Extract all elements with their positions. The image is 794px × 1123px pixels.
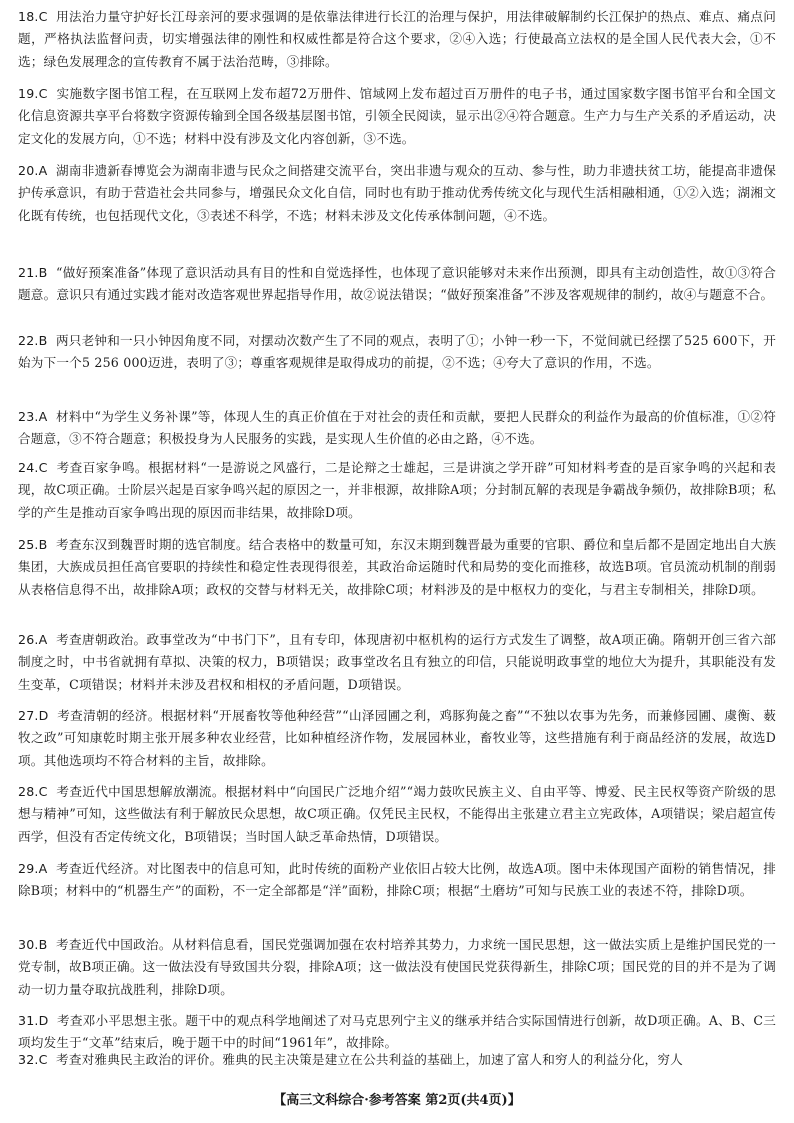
answer-29 [18, 858, 776, 903]
answer-text: 用法治力量守护好长江母亲河的要求强调的是依靠法律进行长江的治理与保护，用法律破解制约长江保护的热点、难点、痛点问题，严格执法监督问责，切实增强法律的刚性和权威性都是符合这个要求，②④入选；行使最高立法权的是全国人民代表大会，①不选；绿色发展理念的宣传教育不属于法治范畴，③排除。 [18, 9, 776, 69]
answer-text: 湖南非遗新春博览会为湖南非遗与民众之间搭建交流平台，突出非遗与观众的互动、参与性，助力非遗扶贫工坊，能提高非遗保护传承意识，有助于营造社会共同参与，增强民众文化自信，同时也有助于推动优秀传统文化与现代生活相融相通，①②入选；湖湘文化既有传统，也包括现代文化，③表述不科学，不选；材料未涉及文化传承体制问题，④不选。 [18, 163, 776, 223]
answer-number: 24.C [18, 460, 48, 475]
answer-27 [18, 705, 776, 772]
answer-22 [18, 330, 776, 375]
answer-text: 考查东汉到魏晋时期的选官制度。结合表格中的数量可知，东汉末期到魏晋最为重要的官职、爵位和皇后都不是固定地出自大族集团，大族成员担任高官要职的持续性和稳定性表现得很差，其政治命运随时代和局势的变化而推移，故选B项。官员流动机制的削弱从表格信息得不出，故排除A项；政权的交替与材料无关，故排除C项；材料涉及的是中枢权力的变化，与君主专制相关，排除D项。 [18, 537, 776, 597]
answer-number: 26.A [18, 632, 48, 647]
answer-30 [18, 934, 776, 1001]
answer-number: 20.A [18, 163, 48, 178]
answer-number: 28.C [18, 784, 48, 799]
answer-number: 32.C [18, 1052, 48, 1067]
answer-text: 考查唐朝政治。政事堂改为“中书门下”，且有专印，体现唐初中枢机构的运行方式发生了调整，故A项正确。隋朝开创三省六部制度之时，中书省就拥有草拟、决策的权力，B项错误；政事堂改名且有独立的印信，只能说明政事堂的地位大为提升，其职能没有发生变革，C项错误；材料并未涉及君权和相权的矛盾问题，D项错误。 [18, 632, 776, 692]
answer-number: 29.A [18, 861, 48, 876]
answer-number: 25.B [18, 537, 48, 552]
answer-18 [18, 6, 776, 73]
answer-26 [18, 629, 776, 696]
answer-number: 22.B [18, 333, 48, 348]
answer-text: 考查邓小平思想主张。题干中的观点科学地阐述了对马克思列宁主义的继承并结合实际国情进行创新，故D项正确。A、B、C三项均发生于“文革”结束后，晚于题干中的时间“1961年”，故排除。 [18, 1013, 776, 1051]
answer-25 [18, 534, 776, 601]
answer-number: 19.C [18, 86, 48, 101]
answer-number: 27.D [18, 708, 49, 723]
answer-20 [18, 160, 776, 227]
answer-text: 考查近代中国思想解放潮流。根据材料中“向国民广泛地介绍”“竭力鼓吹民族主义、自由平等、博爱、民主民权等资产阶级的思想与精神”可知，这些做法有利于解放民众思想，故C项正确。仅凭民主民权，不能得出主张建立君主立宪政体，A项错误；梁启超宣传西学，但没有否定传统文化，B项错误；当时国人缺乏革命热情，D项错误。 [18, 784, 776, 844]
answer-number: 30.B [18, 937, 48, 952]
answer-text: 两只老钟和一只小钟因角度不同，对摆动次数产生了不同的观点，表明了①；小钟一秒一下，不觉间就已经摆了525 600下，开始为下一个5 256 000迈进，表明了③；尊重客观规律是取得成功的前提，②不选；④夸大了意识的作用，不选。 [18, 333, 776, 371]
answer-21 [18, 262, 776, 307]
answer-text: 考查近代经济。对比图表中的信息可知，此时传统的面粉产业依旧占较大比例，故选A项。图中未体现国产面粉的销售情况，排除B项；材料中的“机器生产”的面粉，不一定全部都是“洋”面粉，排除C项；根据“土磨坊”可知与民族工业的表述不符，排除D项。 [18, 861, 776, 899]
answer-text: 考查近代中国政治。从材料信息看，国民党强调加强在农村培养其势力，力求统一国民思想，这一做法实质上是维护国民党的一党专制，故B项正确。这一做法没有导致国共分裂，排除A项；这一做法没有使国民党获得新生，排除C项；国民党的目的并不是为了调动一切力量夺取抗战胜利，排除D项。 [18, 937, 776, 997]
answer-text: 考查清朝的经济。根据材料“开展畜牧等他种经营”“山泽园圃之利，鸡豚狗彘之畜”“不独以农事为先务，而兼修园圃、虞衡、薮牧之政”可知康乾时期主张开展多种农业经营，比如种植经济作物，发展园林业，畜牧业等，这些措施有利于商品经济的发展，故选D项。其他选项均不符合材料的主旨，故排除。 [18, 708, 776, 768]
answer-number: 31.D [18, 1013, 49, 1028]
answer-number: 21.B [18, 265, 48, 280]
answer-number: 23.A [18, 409, 48, 424]
answer-32 [18, 1049, 776, 1071]
answer-text: 实施数字图书馆工程，在互联网上发布超72万册件、馆域网上发布超过百万册件的电子书，通过国家数字图书馆平台和全国文化信息资源共享平台将数字资源传输到全国各级基层图书馆，引领全民阅读，显示出②④符合题意。生产力与生产关系的矛盾运动，决定文化的发展方向，①不选；材料中没有涉及文化内容创新，③不选。 [18, 86, 776, 146]
answer-number: 18.C [18, 9, 48, 24]
answer-text: “做好预案准备”体现了意识活动具有目的性和自觉选择性，也体现了意识能够对未来作出预测，即具有主动创造性，故①③符合题意。意识只有通过实践才能对改造客观世界起指导作用，故②说法错误；“做好预案准备”不涉及客观规律的制约，故④与题意不合。 [18, 265, 776, 303]
answer-19 [18, 83, 776, 150]
answer-28 [18, 781, 776, 848]
answer-24 [18, 457, 776, 524]
page-footer: 【高三文科综合·参考答案 第2页(共4页)】 [273, 1093, 521, 1108]
answer-text: 材料中“为学生义务补课”等，体现人生的真正价值在于对社会的责任和贡献，要把人民群众的利益作为最高的价值标准，①②符合题意，③不符合题意；积极投身为人民服务的实践，是实现人生价值的必由之路，④不选。 [18, 409, 776, 447]
answer-text: 考查百家争鸣。根据材料“一是游说之风盛行，二是论辩之士雄起，三是讲演之学开辟”可知材料考查的是百家争鸣的兴起和表现，故C项正确。士阶层兴起是百家争鸣兴起的原因之一，并非根源，故排除A项；分封制瓦解的表现是争霸战争频仍，故排除B项；私学的产生是推动百家争鸣出现的原因而非结果，故排除D项。 [18, 460, 776, 520]
answer-text: 考查对雅典民主政治的评价。雅典的民主决策是建立在公共利益的基础上，加速了富人和穷人的利益分化，穷人 [56, 1052, 683, 1067]
answer-23 [18, 406, 776, 451]
